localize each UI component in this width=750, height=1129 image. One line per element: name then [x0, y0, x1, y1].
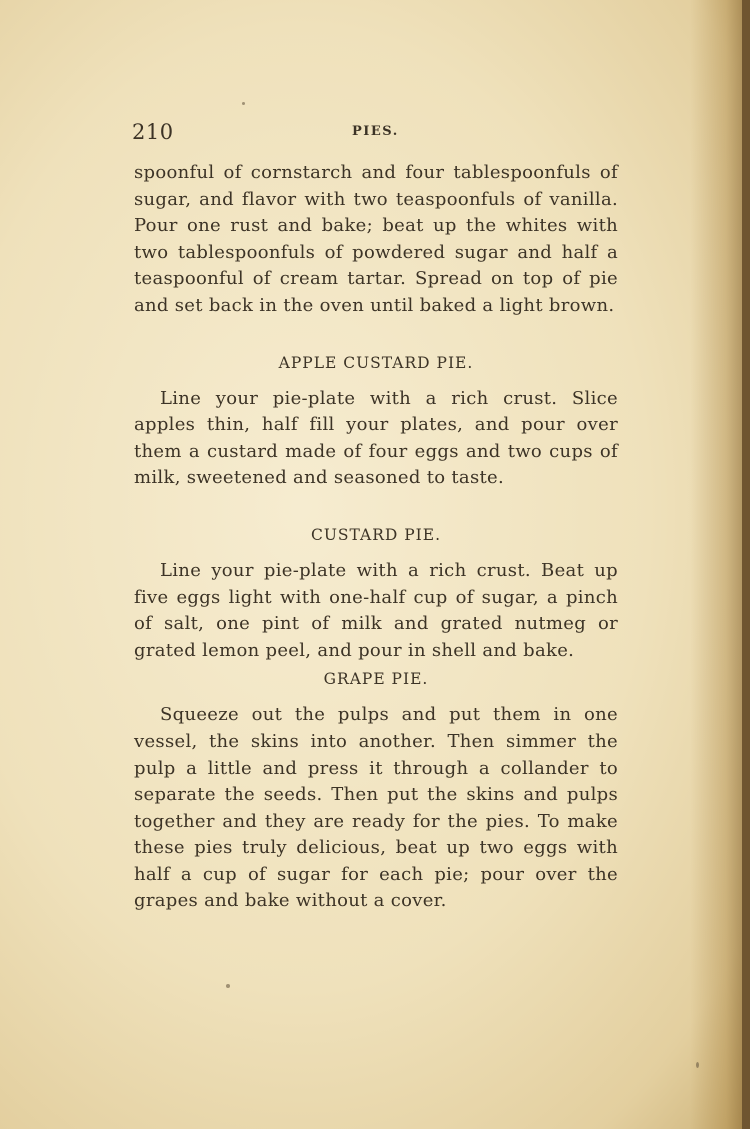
section-title-custard-pie: CUSTARD PIE.: [310, 525, 442, 544]
running-head: PIES.: [352, 124, 399, 139]
page-body: [134, 160, 618, 915]
continued-paragraph: spoonful of cornstarch and four tablespoonfuls of sugar, and flavor with two teaspoonfuls of vanilla. Pour one rust and bake; beat up the whites with two tablespoonfuls of powdered sugar and half a teaspoonful of cream tartar. Spread on top of pie and set back in the oven until baked a light brown.: [134, 162, 618, 316]
page-header: [132, 120, 612, 150]
page-number: 210: [132, 120, 174, 144]
ink-speck: [696, 1062, 699, 1068]
section-text-custard-pie: Line your pie-plate with a rich crust. Beat up five eggs light with one-half cup of sugar, a pinch of salt, one pint of milk and grated nutmeg or grated lemon peel, and pour in shell and bake.: [134, 559, 618, 661]
ink-speck: [242, 102, 245, 105]
binding-edge: [742, 0, 750, 1129]
ink-speck: [226, 984, 230, 988]
page-edge-shadow: [690, 0, 750, 1129]
section-text-apple-custard-pie: Line your pie-plate with a rich crust. Slice apples thin, half fill your plates, and pour over them a custard made of four eggs and two cups of milk, sweetened and seasoned to taste.: [134, 387, 618, 489]
section-text-grape-pie: Squeeze out the pulps and put them in one vessel, the skins into another. Then simmer the pulp a little and press it through a collander to separate the seeds. Then put the skins and pulps together and they are ready for the pies. To make these pies truly delicious, beat up two eggs with half a cup of sugar for each pie; pour over the grapes and bake without a cover.: [134, 704, 618, 912]
section-title-grape-pie: GRAPE PIE.: [323, 670, 429, 689]
section-title-apple-custard-pie: APPLE CUSTARD PIE.: [278, 353, 474, 372]
